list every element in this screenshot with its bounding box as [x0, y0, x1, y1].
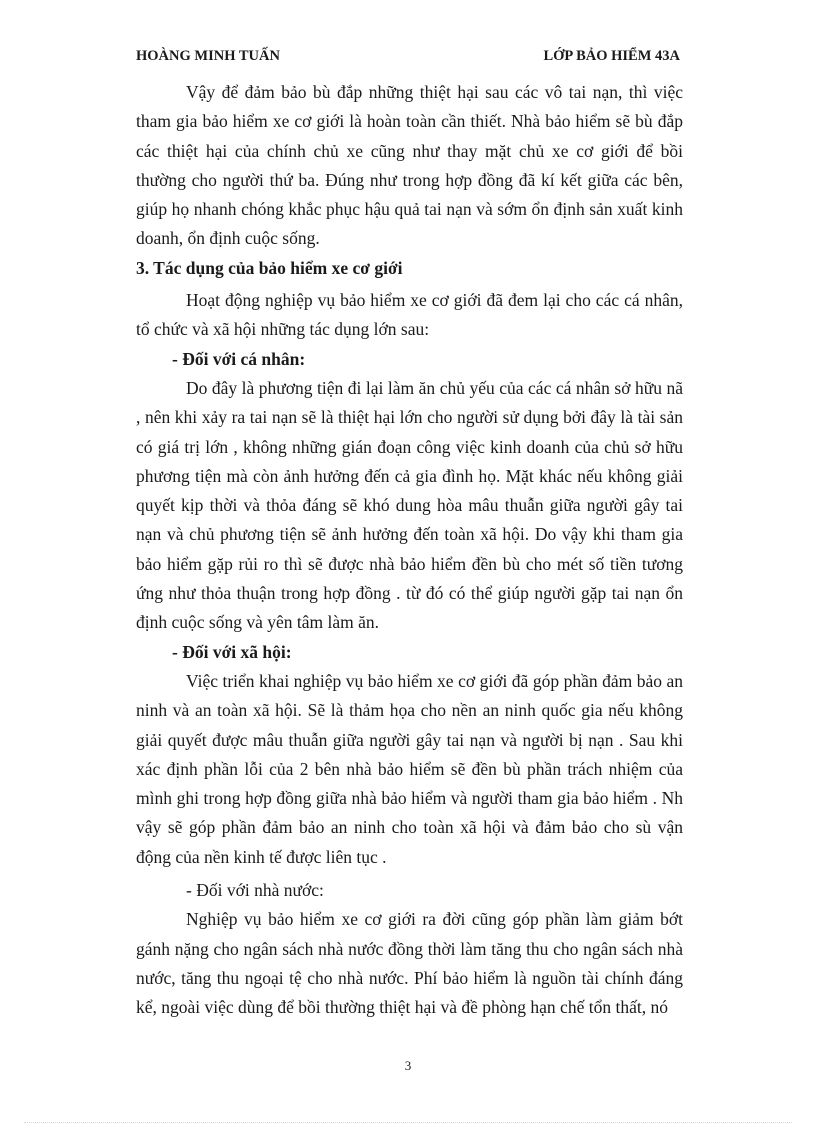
paragraph-overview: Hoạt động nghiệp vụ bảo hiểm xe cơ giới đã đem lại cho các cá nhân, tổ chức và xã hội những tác dụng lớn sau:: [136, 290, 683, 340]
document-body: [136, 78, 683, 1023]
section-heading: 3. Tác dụng của bảo hiểm xe cơ giới: [136, 257, 403, 278]
paragraph-intro: Vậy để đảm bảo bù đắp những thiệt hại sau các vô tai nạn, thì việc tham gia bảo hiểm xe cơ giới là hoàn toàn cần thiết. Nhà bảo hiểm sẽ bù đắp các thiệt hại của chính chủ xe cũng như thay mặt chủ xe cơ giới để bồi thường cho người thứ ba. Đúng như trong hợp đồng đã kí kết giữa các bên, giúp họ nhanh chóng khắc phục hậu quả tai nạn và sớm ổn định sản xuất kinh doanh, ổn định cuộc sống.: [136, 82, 683, 249]
page-header: [136, 48, 680, 68]
subheading-society: - Đối với xã hội:: [172, 641, 292, 662]
header-author: HOÀNG MINH TUẤN: [136, 48, 280, 64]
subheading-state: - Đối với nhà nước:: [186, 880, 324, 901]
subheading-individual: - Đối với cá nhân:: [172, 348, 306, 369]
paragraph-state: Nghiệp vụ bảo hiểm xe cơ giới ra đời cũng góp phần làm giảm bớt gánh nặng cho ngân sách nhà nước đồng thời làm tăng thu cho ngân sách nhà nước, tăng thu ngoại tệ cho nhà nước. Phí bảo hiểm là nguồn tài chính đáng kể, ngoài việc dùng để bồi thường thiệt hại và đề phòng hạn chế tổn thất, nó: [136, 909, 683, 1018]
paragraph-society: Việc triển khai nghiệp vụ bảo hiểm xe cơ giới đã góp phần đảm bảo an ninh và an toàn xã hội. Sẽ là thảm họa cho nền an ninh quốc gia nếu không giải quyết được mâu thuẫn giữa người gây tai nạn và người bị nạn . Sau khi xác định phần lỗi của 2 bên nhà bảo hiểm sẽ đền bù phần trách nhiệm của mình ghi trong hợp đồng giữa nhà bảo hiểm và người tham gia bảo hiểm . Nh vậy sẽ góp phần đảm bảo an ninh cho toàn xã hội và đảm bảo cho sù vận động của nền kinh tế được liên tục .: [136, 670, 683, 867]
page-number: 3: [404, 1058, 412, 1073]
header-class: LỚP BẢO HIỂM 43A: [543, 48, 680, 64]
paragraph-individual: Do đây là phương tiện đi lại làm ăn chủ yếu của các cá nhân sở hữu nã , nên khi xảy ra tai nạn sẽ là thiệt hại lớn cho người sử dụng bởi đây là tài sản có giá trị lớn , không những gián đoạn công việc kinh doanh của chủ sở hữu phương tiện mà còn ảnh hưởng đến cả gia đình họ. Mặt khác nếu không giải quyết kịp thời và thỏa đáng sẽ khó dung hòa mâu thuẫn giữa người gây tai nạn và chủ phương tiện sẽ ảnh hưởng đến toàn xã hội. Do vậy khi tham gia bảo hiểm gặp rủi ro thì sẽ được nhà bảo hiểm đền bù cho mét số tiền tương ứng như thỏa thuận trong hợp đồng . từ đó có thể giúp người gặp tai nạn ổn định cuộc sống và yên tâm làm ăn.: [136, 377, 683, 633]
